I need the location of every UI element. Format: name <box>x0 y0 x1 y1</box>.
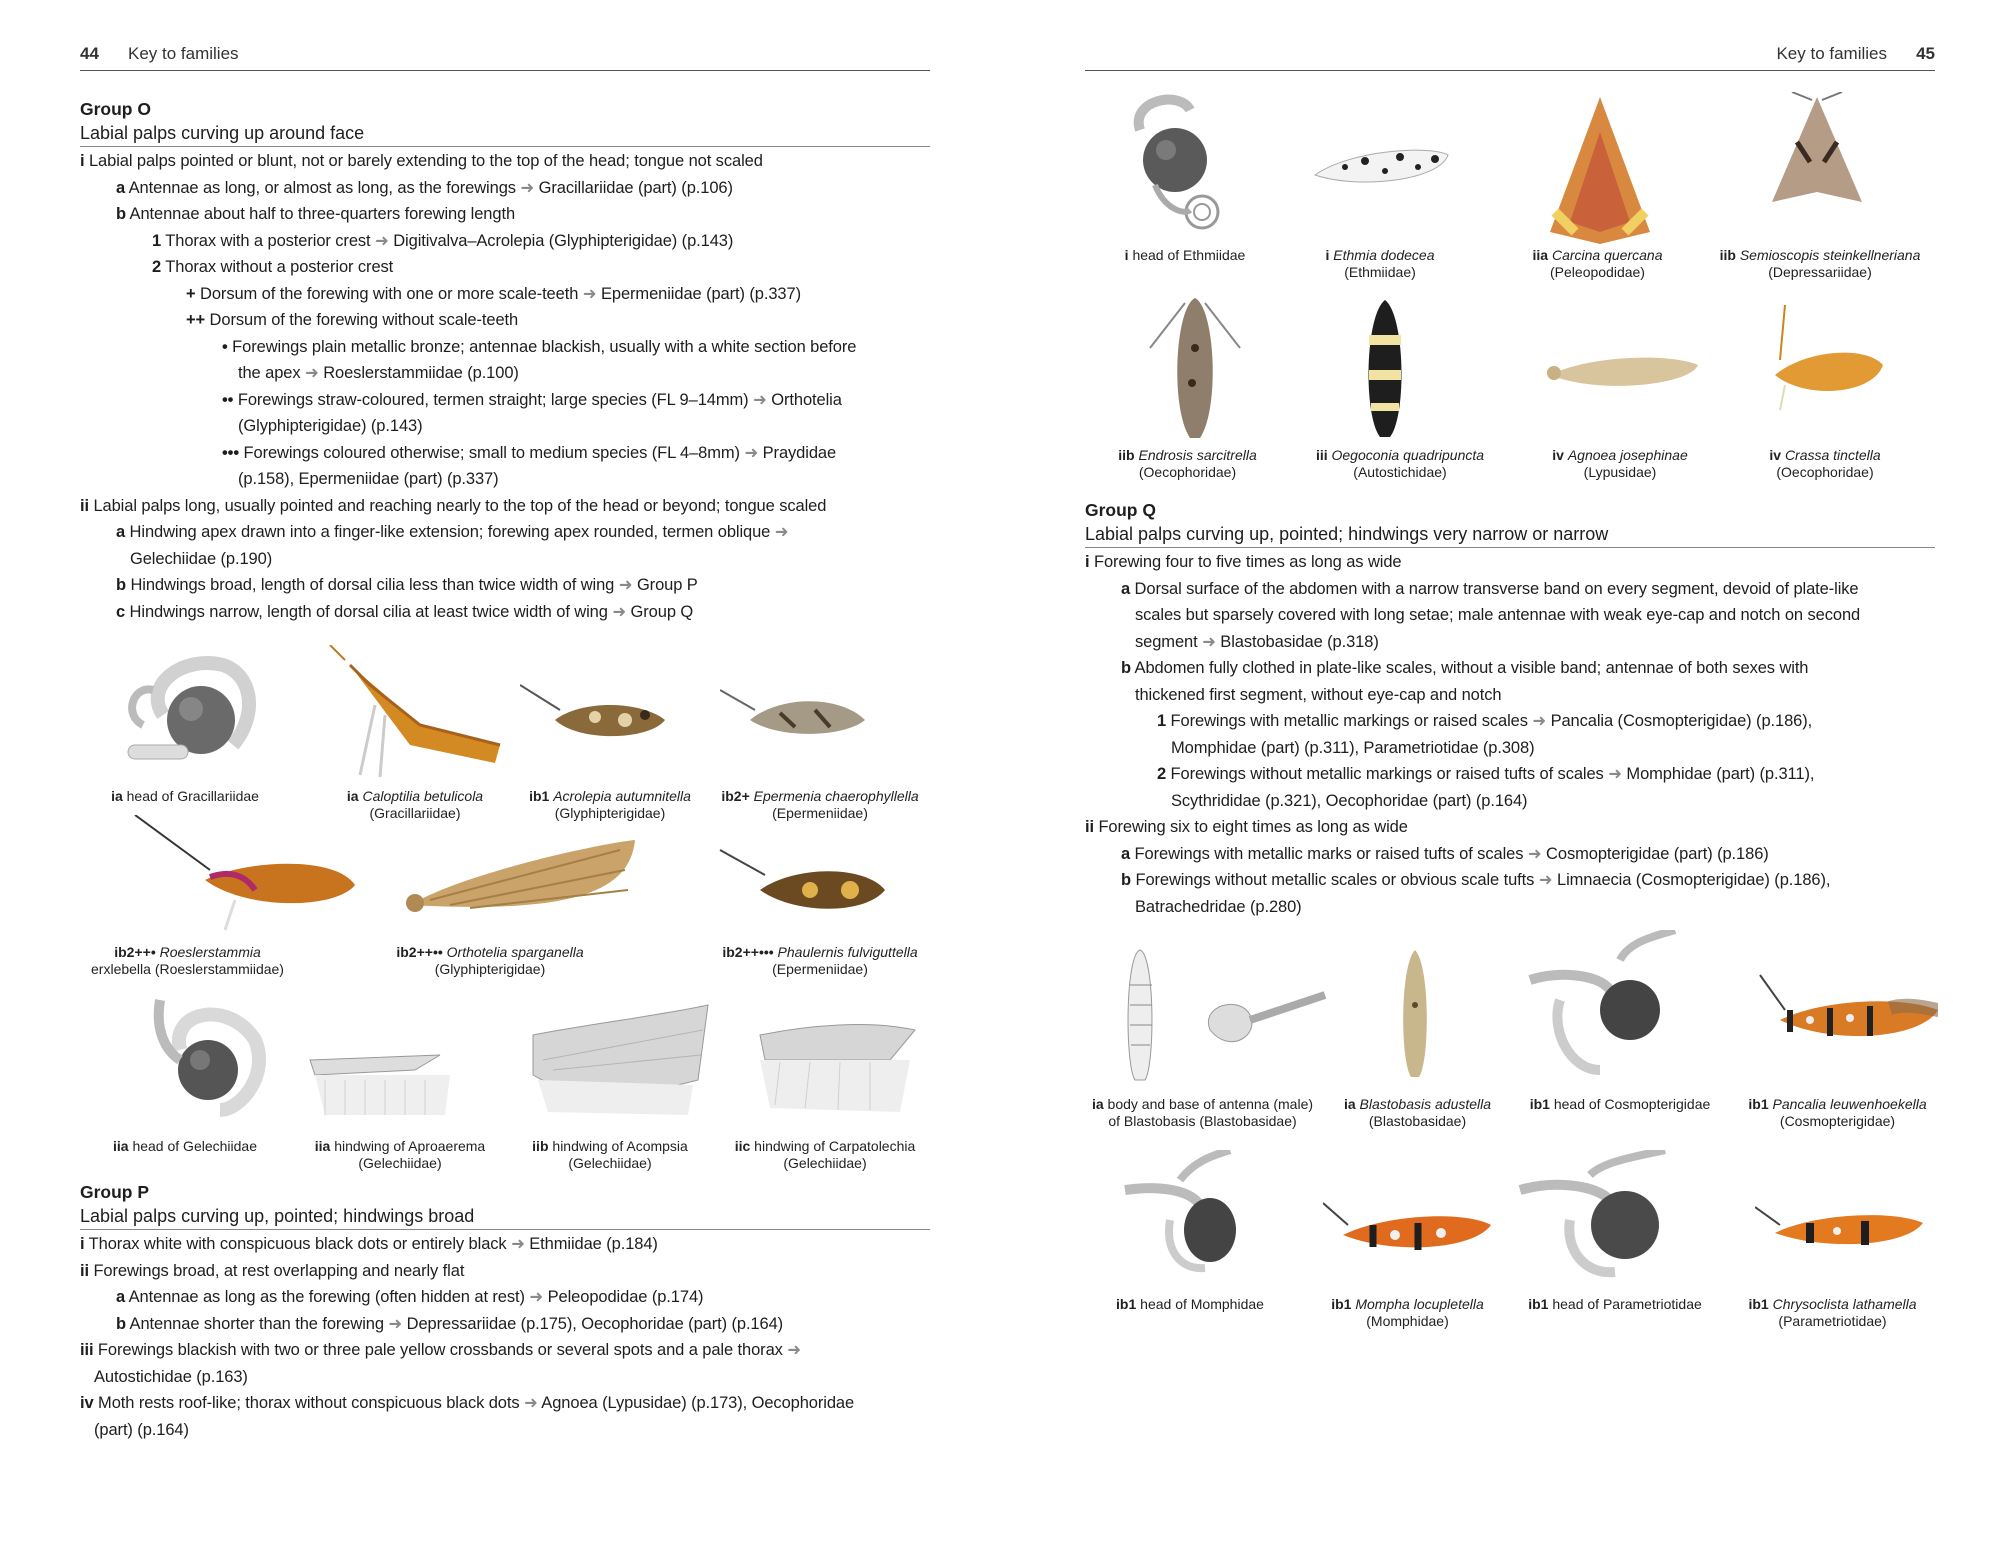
key-line: 1 Forewings with metallic markings or raised scales ➜ Pancalia (Cosmopterigidae) (p.186), <box>1157 712 1813 730</box>
caption-family: (Blastobasidae) <box>1368 1113 1467 1129</box>
caption-code: ib2++• <box>114 944 156 960</box>
moth-illustration <box>1750 970 1940 1060</box>
caption-code: iib <box>1118 447 1135 463</box>
caption-text: Agnoea josephinae <box>1567 447 1688 463</box>
caption-code: ib1 <box>1116 1296 1137 1312</box>
hindwing-illustration <box>750 1000 920 1120</box>
caption-text: Phaulernis fulviguttella <box>777 944 918 960</box>
group-q-subtitle: Labial palps curving up, pointed; hindwings very narrow or narrow <box>1085 522 1935 548</box>
caption-text: Mompha locupletella <box>1355 1296 1484 1312</box>
caption-family: (Gelechiidae) <box>568 1155 652 1171</box>
moth-illustration <box>1545 92 1655 247</box>
key-line: a Antennae as long as the forewing (often hidden at rest) ➜ Peleopodidae (p.174) <box>116 1288 704 1306</box>
caption-code: iv <box>1769 447 1782 463</box>
figure-head-gracillariidae <box>90 645 285 783</box>
moth-illustration <box>1323 1195 1493 1265</box>
head-illustration <box>1515 1150 1675 1280</box>
caption-text: head of Momphidae <box>1140 1296 1264 1312</box>
moth-illustration <box>715 835 885 930</box>
key-line: ii Forewing six to eight times as long as wide <box>1085 818 1408 836</box>
key-line: (p.158), Epermeniidae (part) (p.337) <box>238 470 499 488</box>
caption-text: Epermenia chaerophyllella <box>753 788 919 804</box>
key-line: b Antennae about half to three-quarters forewing length <box>116 205 516 223</box>
caption-text: head of Ethmiidae <box>1132 247 1246 263</box>
caption-blastobasis-adustella <box>1330 1096 1505 1130</box>
caption-ethmia <box>1300 247 1460 281</box>
group-q <box>1085 498 1935 920</box>
caption-epermenia <box>710 788 930 822</box>
figure-ethmia <box>1300 135 1450 195</box>
caption-text: Oegoconia quadripuncta <box>1331 447 1485 463</box>
figure-semioscopis <box>1762 92 1872 207</box>
head-illustration <box>1520 930 1680 1080</box>
caption-text: head of Gelechiidae <box>132 1138 257 1154</box>
key-line: • Forewings plain metallic bronze; antennae blackish, usually with a white section before <box>222 337 857 356</box>
key-line: the apex ➜ Roeslerstammiidae (p.100) <box>238 364 519 382</box>
key-line: thickened first segment, without eye-cap and notch <box>1135 685 1502 704</box>
caption-family: erxlebella (Roeslerstammiidae) <box>91 961 284 977</box>
caption-head-gelechiidae <box>90 1138 280 1155</box>
caption-code: ia <box>346 788 359 804</box>
figure-pancalia <box>1750 970 1940 1060</box>
caption-code: ib1 <box>1528 1296 1549 1312</box>
key-line: a Dorsal surface of the abdomen with a narrow transverse band on every segment, devoid of plate-like <box>1121 579 1859 598</box>
caption-family: (Autostichidae) <box>1353 464 1447 480</box>
moth-illustration <box>520 665 670 765</box>
figure-hindwing-carpatolechia <box>745 1000 925 1120</box>
key-line: b Hindwings broad, length of dorsal cilia less than twice width of wing ➜ Group P <box>116 576 698 594</box>
caption-code: ib1 <box>1748 1096 1769 1112</box>
caption-code: iic <box>734 1138 751 1154</box>
caption-text: hindwing of Acompsia <box>552 1138 688 1154</box>
moth-illustration <box>1395 945 1435 1080</box>
caption-head-ethmiidae <box>1105 247 1265 264</box>
caption-code: ib1 <box>1529 1096 1550 1112</box>
caption-family: (Glyphipterigidae) <box>434 961 546 977</box>
caption-text: Caloptilia betulicola <box>362 788 484 804</box>
caption-roeslerstammia <box>75 944 300 978</box>
caption-family: (Parametriotidae) <box>1778 1313 1887 1329</box>
moth-illustration <box>1540 345 1700 400</box>
caption-agnoea <box>1535 447 1705 481</box>
caption-code: ia <box>1091 1096 1104 1112</box>
key-line: b Abdomen fully clothed in plate-like scales, without a visible band; antennae of both sexes with <box>1121 659 1809 677</box>
caption-blastobasis-body <box>1080 1096 1325 1130</box>
head-illustration <box>1120 1150 1250 1280</box>
caption-oegoconia <box>1300 447 1500 481</box>
moth-illustration <box>1755 1195 1925 1260</box>
figure-chrysoclista <box>1755 1195 1925 1260</box>
caption-code: i <box>1124 247 1129 263</box>
caption-code: ia <box>111 788 123 804</box>
key-line: (Glyphipterigidae) (p.143) <box>238 417 423 435</box>
caption-text: hindwing of Aproaerema <box>334 1138 486 1154</box>
figure-head-parametriotidae <box>1510 1150 1680 1280</box>
running-head-label-right: Key to families <box>1776 44 1887 63</box>
key-line: 1 Thorax with a posterior crest ➜ Digitivalva–Acrolepia (Glyphipterigidae) (p.143) <box>152 231 734 250</box>
figure-blastobasis-adustella <box>1385 945 1445 1080</box>
key-line: Autostichidae (p.163) <box>94 1367 248 1386</box>
caption-code: ib2++•• <box>396 944 443 960</box>
caption-head-momphidae <box>1100 1296 1280 1313</box>
caption-text: Roeslerstammia <box>159 944 261 960</box>
key-line: i Labial palps pointed or blunt, not or barely extending to the top of the head; tongue not scaled <box>80 152 763 170</box>
caption-code: iii <box>1315 447 1328 463</box>
caption-code: iia <box>112 1138 129 1154</box>
figure-epermenia <box>720 665 870 765</box>
caption-family: (Oecophoridae) <box>1138 464 1237 480</box>
caption-text: Acrolepia autumnitella <box>553 788 691 804</box>
key-line: Batrachedridae (p.280) <box>1135 897 1302 916</box>
caption-text: Semioscopis steinkellneriana <box>1739 247 1921 263</box>
figure-head-momphidae <box>1120 1150 1250 1280</box>
caption-phaulernis <box>700 944 940 978</box>
caption-code: iia <box>1532 247 1549 263</box>
caption-family: (Epermeniidae) <box>772 805 868 821</box>
key-line: b Forewings without metallic scales or obvious scale tufts ➜ Limnaecia (Cosmopterigidae) (p.186), <box>1121 871 1831 889</box>
caption-mompha <box>1310 1296 1505 1330</box>
moth-illustration <box>1355 295 1415 440</box>
caption-text: body and base of antenna (male) <box>1107 1096 1314 1112</box>
figure-roeslerstammia <box>110 815 360 935</box>
caption-family: (Oecophoridae) <box>1776 464 1874 480</box>
head-illustration <box>1110 90 1240 240</box>
caption-family: (Depressariidae) <box>1768 264 1872 280</box>
key-line: scales but sparsely covered with long setae; male antennae with weak eye-cap and notch on second <box>1135 606 1861 624</box>
group-o-subtitle: Labial palps curving up around face <box>80 121 930 147</box>
key-line: b Antennae shorter than the forewing ➜ Depressariidae (p.175), Oecophoridae (part) (p.164) <box>116 1314 784 1333</box>
head-illustration <box>113 645 263 783</box>
caption-family: (Cosmopterigidae) <box>1779 1113 1896 1129</box>
group-p-key <box>80 1231 930 1443</box>
key-line: iv Moth rests roof-like; thorax without conspicuous black dots ➜ Agnoea (Lypusidae) (p.173), Oecophoridae <box>80 1394 855 1412</box>
caption-family: (Lypusidae) <box>1583 464 1657 480</box>
caption-code: ib1 <box>1331 1296 1352 1312</box>
figure-head-cosmopterigidae <box>1520 930 1680 1080</box>
caption-code: iib <box>1719 247 1736 263</box>
group-o-key <box>80 148 930 625</box>
caption-chrysoclista <box>1730 1296 1935 1330</box>
page-number-right: 45 <box>1916 44 1935 63</box>
key-line: + Dorsum of the forewing with one or more scale-teeth ➜ Epermeniidae (part) (p.337) <box>186 284 801 303</box>
hindwing-illustration <box>305 1045 455 1120</box>
caption-carcina <box>1510 247 1685 281</box>
figure-endrosis <box>1140 288 1250 443</box>
group-p <box>80 1180 930 1443</box>
caption-pancalia <box>1730 1096 1945 1130</box>
caption-aproaerema <box>295 1138 505 1172</box>
moth-illustration <box>720 665 870 765</box>
caption-orthotelia <box>375 944 605 978</box>
key-line: c Hindwings narrow, length of dorsal cilia at least twice width of wing ➜ Group Q <box>116 602 694 621</box>
figure-carcina <box>1545 92 1655 247</box>
figure-crassa <box>1755 305 1885 415</box>
caption-text: Ethmia dodecea <box>1333 247 1435 263</box>
group-q-title: Group Q <box>1085 500 1156 520</box>
group-p-subtitle: Labial palps curving up, pointed; hindwings broad <box>80 1204 930 1230</box>
key-line: ii Labial palps long, usually pointed and reaching nearly to the top of the head or beyond; tongue scaled <box>80 496 827 515</box>
running-head-label-left: Key to families <box>128 44 239 63</box>
key-line: segment ➜ Blastobasidae (p.318) <box>1135 632 1379 651</box>
key-line: Momphidae (part) (p.311), Parametriotidae (p.308) <box>1171 738 1535 757</box>
caption-code: ib2++••• <box>722 944 774 960</box>
caption-code: ib1 <box>1748 1296 1769 1312</box>
figure-head-ethmiidae <box>1110 90 1240 240</box>
caption-family: (Gelechiidae) <box>783 1155 867 1171</box>
caption-family: (Gracillariidae) <box>369 805 461 821</box>
key-line: 2 Forewings without metallic markings or raised tufts of scales ➜ Momphidae (part) (p.311), <box>1157 765 1815 783</box>
figure-agnoea <box>1540 345 1700 400</box>
caption-code: i <box>1325 247 1330 263</box>
figure-phaulernis <box>715 835 885 930</box>
caption-family: of Blastobasis (Blastobasidae) <box>1108 1113 1297 1129</box>
group-q-key <box>1085 549 1935 920</box>
caption-text: Carcina quercana <box>1551 247 1663 263</box>
key-line: 2 Thorax without a posterior crest <box>152 258 394 276</box>
caption-semioscopis <box>1705 247 1935 281</box>
key-line: a Hindwing apex drawn into a finger-like extension; forewing apex rounded, termen oblique ➜ <box>116 523 789 541</box>
caption-text: head of Gracillariidae <box>126 788 259 804</box>
key-line: i Thorax white with conspicuous black dots or entirely black ➜ Ethmiidae (p.184) <box>80 1235 658 1253</box>
figure-blastobasis-body <box>1100 935 1330 1085</box>
caption-text: Blastobasis adustella <box>1359 1096 1492 1112</box>
key-line: Gelechiidae (p.190) <box>130 549 273 568</box>
body-illustration <box>1100 935 1330 1085</box>
caption-family: (Epermeniidae) <box>772 961 868 977</box>
figure-hindwing-acompsia <box>520 1000 715 1120</box>
moth-illustration <box>1755 305 1885 415</box>
moth-illustration <box>320 645 510 785</box>
caption-crassa <box>1745 447 1905 481</box>
moth-illustration <box>1300 135 1450 195</box>
caption-endrosis <box>1100 447 1275 481</box>
figure-hindwing-aproaerema <box>305 1045 455 1120</box>
key-line: ii Forewings broad, at rest overlapping and nearly flat <box>80 1261 465 1280</box>
caption-text: head of Parametriotidae <box>1552 1296 1702 1312</box>
caption-family: (Momphidae) <box>1366 1313 1449 1329</box>
caption-family: (Gelechiidae) <box>358 1155 442 1171</box>
caption-text: Orthotelia sparganella <box>446 944 584 960</box>
moth-illustration <box>390 825 640 935</box>
caption-family: (Glyphipterigidae) <box>554 805 666 821</box>
figure-oegoconia <box>1345 295 1425 440</box>
caption-family: (Peleopodidae) <box>1550 264 1645 280</box>
group-o <box>80 97 930 625</box>
caption-acompsia <box>515 1138 705 1172</box>
caption-text: hindwing of Carpatolechia <box>754 1138 916 1154</box>
caption-head-cosmopterigidae <box>1515 1096 1725 1113</box>
moth-illustration <box>1140 288 1250 443</box>
caption-code: ib1 <box>529 788 550 804</box>
key-line: a Forewings with metallic marks or raised tufts of scales ➜ Cosmopterigidae (part) (p.186) <box>1121 844 1769 863</box>
key-line: •• Forewings straw-coloured, termen straight; large species (FL 9–14mm) ➜ Orthotelia <box>222 390 842 409</box>
figure-acrolepia <box>515 665 675 765</box>
caption-code: iv <box>1552 447 1564 463</box>
caption-acrolepia <box>510 788 710 822</box>
figure-caloptilia <box>320 645 510 785</box>
figure-head-gelechiidae <box>120 990 270 1130</box>
caption-code: ib2+ <box>721 788 750 804</box>
key-line: ••• Forewings coloured otherwise; small to medium species (FL 4–8mm) ➜ Praydidae <box>222 443 837 462</box>
caption-family: (Ethmiidae) <box>1344 264 1416 280</box>
key-line: (part) (p.164) <box>94 1420 189 1439</box>
caption-text: head of Cosmopterigidae <box>1553 1096 1711 1112</box>
key-line: Scythrididae (p.321), Oecophoridae (part) (p.164) <box>1171 791 1528 810</box>
caption-carpatolechia <box>715 1138 935 1172</box>
head-illustration <box>120 990 270 1130</box>
moth-illustration <box>115 815 355 935</box>
key-line: ++ Dorsum of the forewing without scale-teeth <box>186 311 519 329</box>
caption-text: Pancalia leuwenhoekella <box>1772 1096 1927 1112</box>
caption-head-parametriotidae <box>1510 1296 1720 1313</box>
running-head-right <box>1085 42 1935 71</box>
figure-mompha <box>1320 1195 1495 1265</box>
caption-head-gracillariidae <box>80 788 290 805</box>
caption-code: iia <box>314 1138 331 1154</box>
group-o-title: Group O <box>80 99 151 119</box>
key-line: iii Forewings blackish with two or three pale yellow crossbands or several spots and a pale thorax ➜ <box>80 1341 802 1359</box>
key-line: i Forewing four to five times as long as wide <box>1085 553 1402 571</box>
figure-orthotelia <box>390 825 640 935</box>
moth-illustration <box>1762 92 1872 207</box>
hindwing-illustration <box>523 1000 713 1120</box>
caption-code: iib <box>532 1138 549 1154</box>
page-number-left: 44 <box>80 44 99 63</box>
caption-code: ia <box>1343 1096 1356 1112</box>
caption-text: Endrosis sarcitrella <box>1138 447 1257 463</box>
running-head-left <box>80 42 930 71</box>
caption-text: Chrysoclista lathamella <box>1772 1296 1917 1312</box>
key-line: a Antennae as long, or almost as long, as the forewings ➜ Gracillariidae (part) (p.106) <box>116 178 733 197</box>
group-p-title: Group P <box>80 1182 150 1202</box>
caption-text: Crassa tinctella <box>1784 447 1881 463</box>
